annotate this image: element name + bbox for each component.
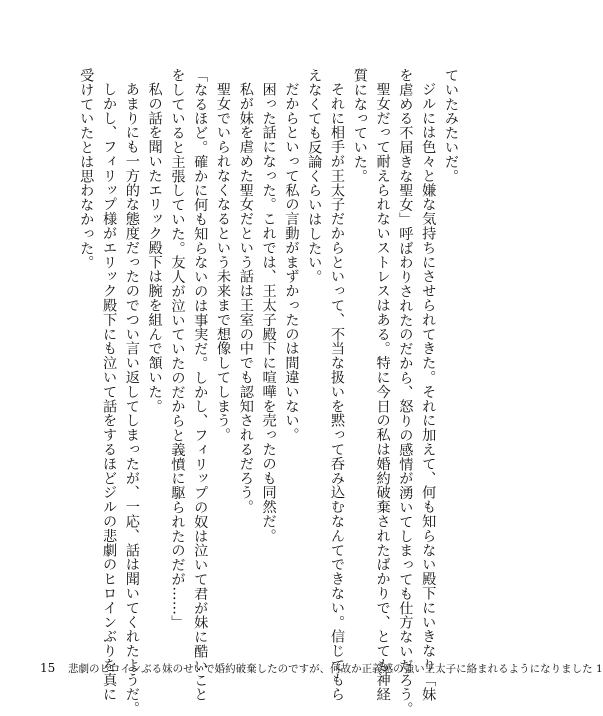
page-footer [40,661,603,676]
text-line: 私の話を聞いたエリック殿下は腕を組んで頷いた。 [146,82,163,414]
text-line: 私が妹を虐めた聖女だという話は王室の中でも認知されるだろう。 [237,82,254,515]
text-line: えなくても反論くらいはしたい。 [306,68,323,284]
text-line: 「なるほど。確かに何も知らないのは事実だ。しかし、フィリップの奴は泣いて君が妹に酷いこと [192,68,209,702]
text-line: を虐める不届きな聖女」呼ばわりされたのだから、怒りの感情が湧いてしまっても仕方ないだろう。 [397,68,414,716]
text-line: 聖女でいられなくなるという未来まで想像してしまう。 [215,82,232,443]
text-line: ていたみたいだ。 [443,68,459,184]
text-line: それに相手が王太子だからといって、不当な扱いを黙って呑み込むなんてできない。信じてもら [329,82,346,702]
page-number: 15 [40,661,56,675]
text-line: 受けていたとは思わなかった。 [78,68,95,270]
text-line: ジルには色々と嫌な気持ちにさせられてきた。それに加えて、何も知らない殿下にいきなり「妹 [420,82,437,702]
text-line: をしていると主張していた。友人が泣いていたのだからと義憤に駆られたのだが……」 [169,68,186,630]
running-title: 悲劇のヒロインぶる妹のせいで婚約破棄したのですが、何故か正義感の強い王太子に絡まれるようになりました 1 [68,663,603,675]
text-line: 質になっていた。 [351,68,368,184]
text-line: 困った話になった。これでは、王太子殿下に喧嘩を売ったのも同然だ。 [260,82,277,543]
text-line: しかし、フィリップ様がエリック殿下にも泣いて話をするほどジルの悲劇のヒロインぶりを真に [101,82,118,702]
text-line: あまりにも一方的な態度だったのでつい言い返してしまったが、一応、話は聞いてくれたようだ。 [123,82,140,716]
text-line: 聖女だって耐えられないストレスはある。特に今日の私は婚約破棄されたばかりで、とても神経 [374,82,391,702]
text-line: だからといって私の言動がまずかったのは間違いない。 [283,82,300,443]
